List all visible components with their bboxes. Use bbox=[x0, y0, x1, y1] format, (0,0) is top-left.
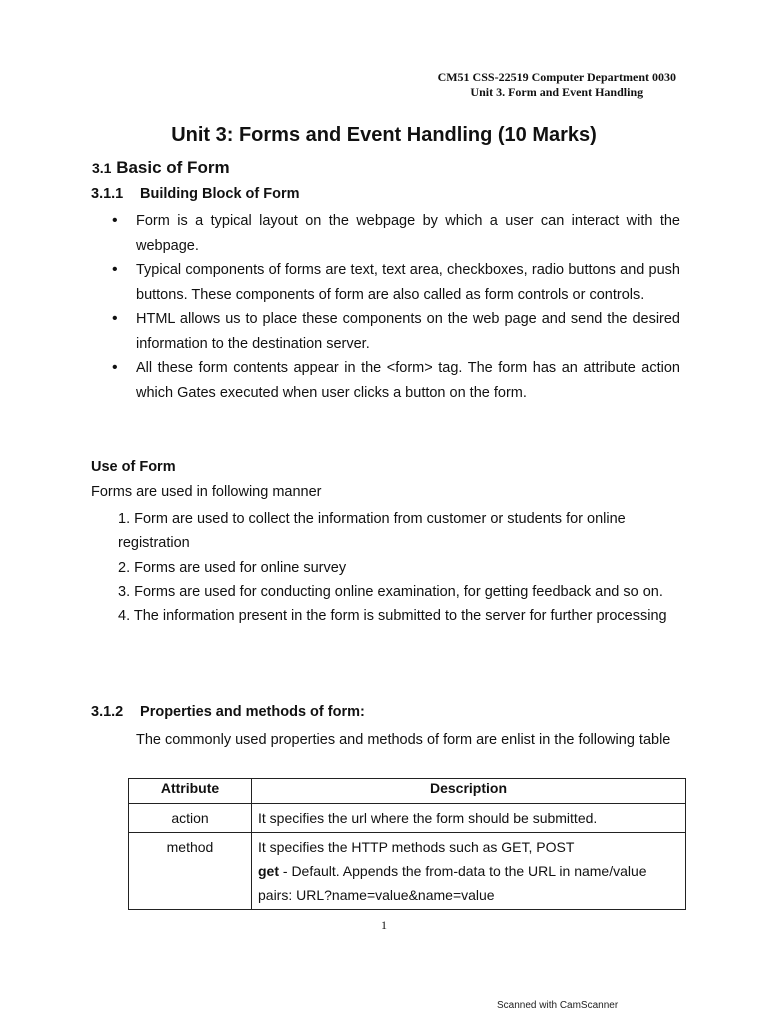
header-unit-line: Unit 3. Form and Event Handling bbox=[470, 85, 644, 99]
description-cell: It specifies the url where the form should be submitted. bbox=[252, 804, 686, 833]
list-item: • Typical components of forms are text, text area, checkboxes, radio buttons and push buttons. These components of form are also called as form controls or controls. bbox=[108, 258, 680, 307]
building-block-list bbox=[108, 209, 680, 405]
page-header bbox=[438, 70, 676, 100]
properties-intro: The commonly used properties and methods of form are enlist in the following table bbox=[136, 732, 671, 748]
use-of-form-list bbox=[118, 507, 688, 628]
list-item: 2. Forms are used for online survey bbox=[118, 559, 347, 576]
get-method-description bbox=[258, 859, 679, 907]
page-number: 1 bbox=[381, 918, 387, 932]
scanner-watermark: Scanned with CamScanner bbox=[497, 1000, 619, 1011]
method-description: It specifies the HTTP methods such as GET, POST bbox=[258, 839, 575, 855]
list-item: • HTML allows us to place these components on the web page and send the desired information to the destination server. bbox=[108, 307, 680, 356]
list-item: • All these form contents appear in the <form> tag. The form has an attribute action which Gates executed when user clicks a button on the form. bbox=[108, 356, 680, 405]
table-row bbox=[129, 833, 686, 910]
list-item: 4. The information present in the form is submitted to the server for further processing bbox=[118, 608, 667, 625]
use-of-form-intro: Forms are used in following manner bbox=[91, 484, 322, 500]
list-item: 3. Forms are used for conducting online examination, for getting feedback and so on. bbox=[118, 583, 663, 600]
section-title: Properties and methods of form: bbox=[140, 704, 365, 720]
column-header-attribute: Attribute bbox=[129, 779, 252, 804]
table-row bbox=[129, 804, 686, 833]
section-title: Basic of Form bbox=[116, 158, 230, 177]
attribute-cell: method bbox=[129, 833, 252, 910]
page-title: Unit 3: Forms and Event Handling (10 Marks) bbox=[171, 124, 597, 146]
description-cell bbox=[252, 833, 686, 910]
get-label: get bbox=[258, 863, 279, 879]
table-header-row bbox=[129, 779, 686, 804]
section-number: 3.1.2 bbox=[91, 704, 124, 720]
list-item: • Form is a typical layout on the webpage by which a user can interact with the webpage. bbox=[108, 209, 680, 258]
section-3-1-1-heading bbox=[91, 186, 300, 202]
column-header-description: Description bbox=[252, 779, 686, 804]
get-text: - Default. Appends the from-data to the URL in name/value pairs: URL?name=value&name=value bbox=[258, 863, 647, 903]
section-3-1-2-heading bbox=[91, 704, 365, 720]
section-3-1-heading bbox=[92, 158, 230, 178]
header-course-line: CM51 CSS-22519 Computer Department 0030 bbox=[437, 70, 676, 84]
use-of-form-heading: Use of Form bbox=[91, 459, 176, 475]
section-number: 3.1.1 bbox=[91, 186, 124, 202]
list-item: 1. Form are used to collect the information from customer or students for online registration bbox=[118, 511, 626, 552]
attribute-cell: action bbox=[129, 804, 252, 833]
section-number: 3.1 bbox=[92, 160, 112, 176]
section-title: Building Block of Form bbox=[140, 186, 300, 202]
properties-table bbox=[128, 778, 686, 910]
